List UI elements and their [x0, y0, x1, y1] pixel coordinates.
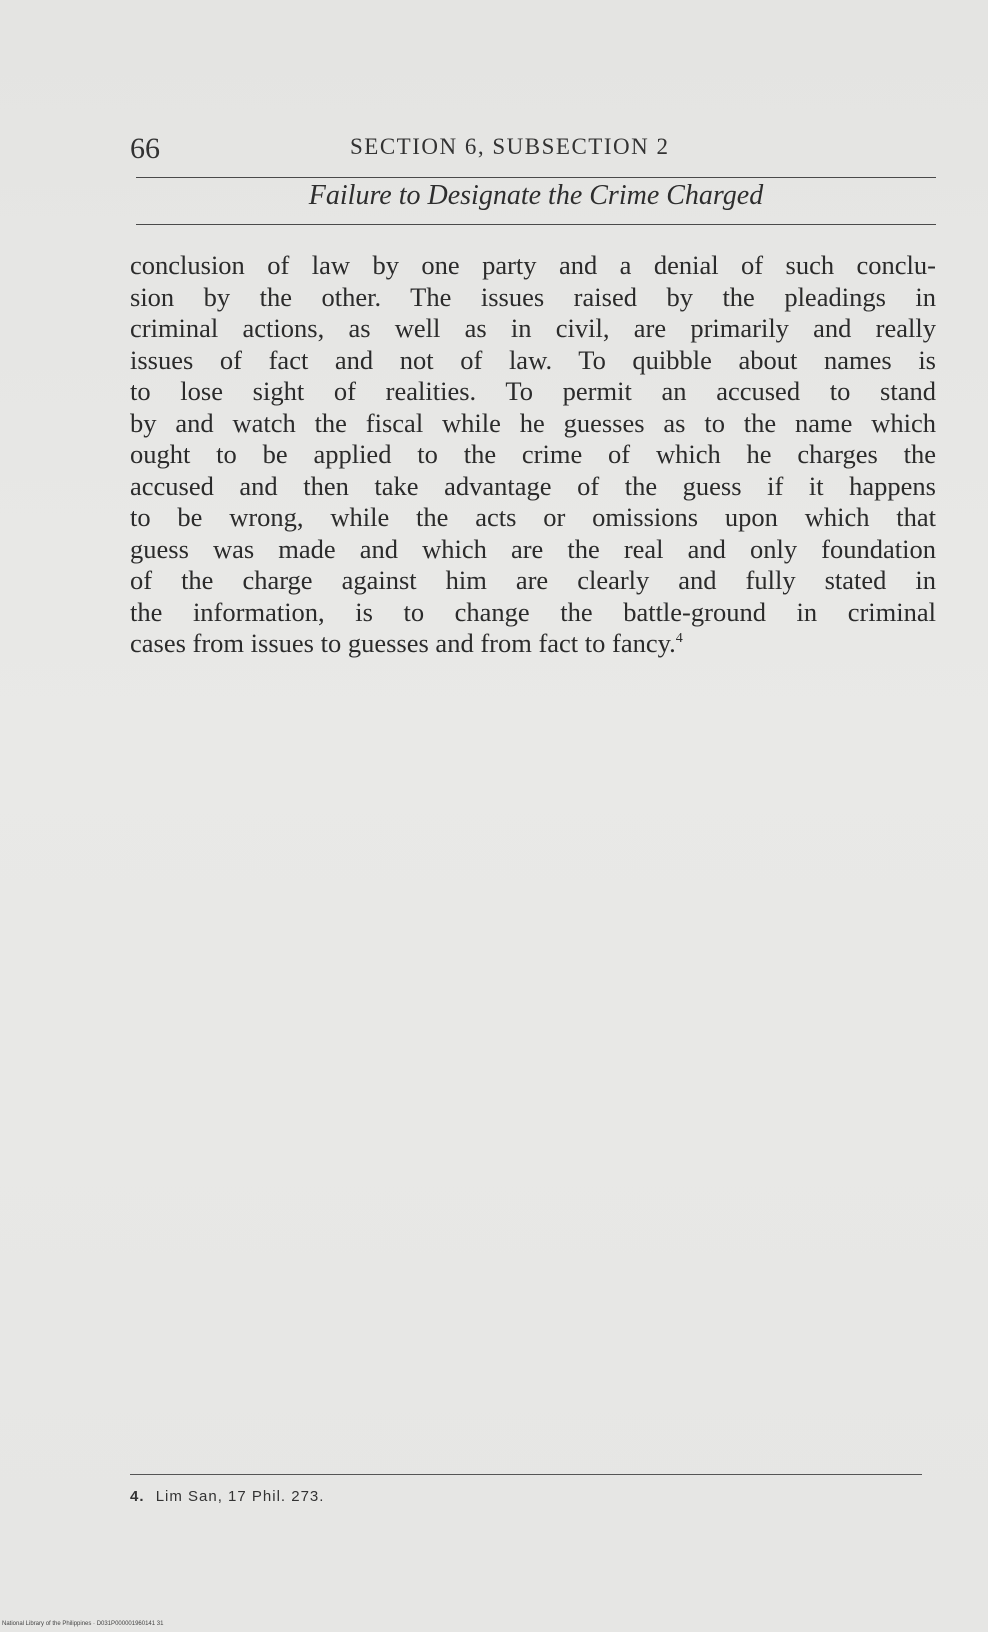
- body-line: to be wrong, while the acts or omissions upon which that: [130, 502, 936, 532]
- body-line: of the charge against him are clearly and fully stated in: [130, 565, 936, 595]
- header-rule-bottom: [136, 224, 936, 225]
- section-title: SECTION 6, SUBSECTION 2: [350, 134, 670, 159]
- chapter-subtitle: Failure to Designate the Crime Charged: [308, 180, 764, 211]
- header-rule-top: [136, 177, 936, 178]
- footnote: [130, 1488, 324, 1505]
- body-line: to lose sight of realities. To permit an accused to stand: [130, 376, 936, 406]
- footnote-reference: 4: [675, 631, 683, 647]
- body-line: the information, is to change the battle-ground in criminal: [130, 596, 936, 627]
- body-line-last: [130, 628, 936, 660]
- body-line: guess was made and which are the real and only foundation: [130, 533, 936, 564]
- page-header: [130, 128, 938, 168]
- footnote-rule: [130, 1474, 922, 1475]
- body-line: by and watch the fiscal while he guesses as to the name which: [130, 407, 936, 438]
- footnote-number: 4.: [130, 1488, 145, 1505]
- body-line: conclusion of law by one party and a denial of such conclu-: [130, 250, 936, 280]
- body-line: ought to be applied to the crime of which he charges the: [130, 439, 936, 469]
- page-number: 66: [130, 132, 160, 165]
- body-line: issues of fact and not of law. To quibble about names is: [130, 344, 936, 375]
- footnote-text: Lim San, 17 Phil. 273.: [155, 1488, 325, 1505]
- body-line: accused and then take advantage of the guess if it happens: [130, 470, 936, 501]
- body-line-text: cases from issues to guesses and from fact to fancy.: [130, 628, 676, 658]
- body-line: sion by the other. The issues raised by the pleadings in: [130, 281, 936, 312]
- body-line: criminal actions, as well as in civil, are primarily and really: [130, 313, 936, 343]
- archive-credit: National Library of the Philippines · D031P000001960141 31: [2, 1621, 164, 1627]
- body-paragraph: [130, 250, 936, 660]
